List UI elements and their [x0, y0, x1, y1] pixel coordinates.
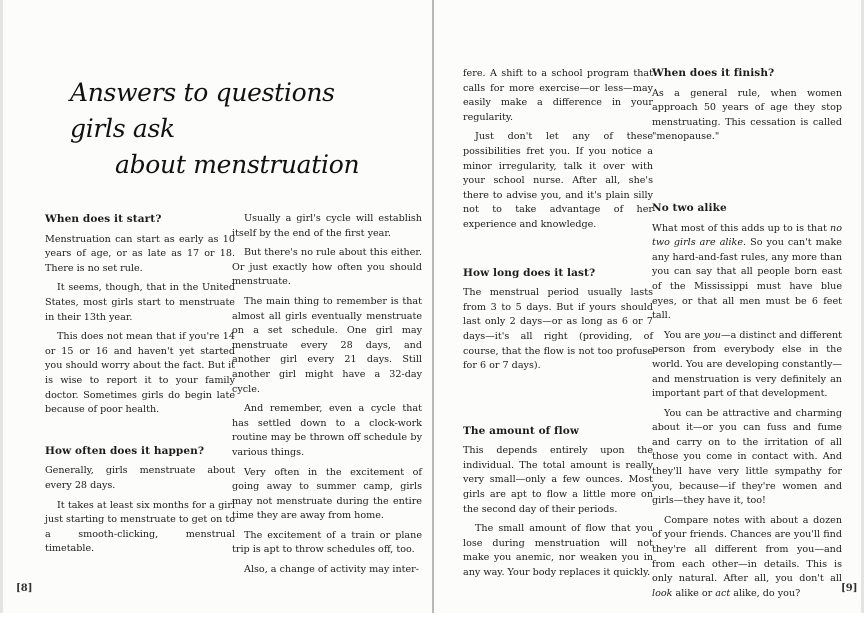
page-number-left: [8]	[16, 583, 33, 594]
title-line-1: Answers to questions girls ask	[70, 78, 335, 143]
column-3	[463, 67, 653, 603]
paragraph: Compare notes with about a dozen of your friends. Chances are you'll find they're all different from you—and from each other—in details. This is only natural. After all, you don't all look alike or act alike, do you?	[652, 514, 842, 599]
section-heading: How often does it happen?	[45, 444, 205, 457]
section-how-often	[45, 444, 235, 557]
paragraph: The menstrual period usually lasts from 3 to 5 days. But if yours should last only 2 days—or as long as 6 or 7 days—it's all right (providing, of course, that the flow is not too profuse for 6 or 7 days).	[463, 287, 653, 372]
paragraph: It takes at least six months for a girl just starting to menstruate to get on to a smooth-clicking, menstrual timetable.	[45, 499, 235, 555]
paragraph: It seems, though, that in the United States, most girls start to menstruate in their 13th year.	[45, 282, 235, 323]
paragraph: Generally, girls menstruate about every 28 days.	[45, 465, 235, 491]
paragraph: The main thing to remember is that almost all girls eventually menstruate on a set schedule. One girl may menstruate every 28 days, and another girl every 21 days. Still another girl might have a 32-day cycle.	[232, 295, 422, 395]
paragraph: The excitement of a train or plane trip is apt to throw schedules off, too.	[232, 529, 422, 556]
paragraph: The small amount of flow that you lose during menstruation will not make you anemic, nor weaken you in any way. Your body replaces it quickly.	[463, 523, 653, 579]
column-4	[652, 66, 842, 623]
section-heading: No two alike	[652, 201, 727, 214]
paragraph: You are you—a distinct and different person from everybody else in the world. You are developing constantly—and menstruation is very definitely an important part of that development.	[652, 329, 843, 400]
column-1	[45, 212, 235, 579]
paragraph: Menstruation can start as early as 10 years of age, or as late as 17 or 18. There is no set rule.	[45, 233, 235, 274]
section-amount-of-flow	[463, 424, 653, 581]
paragraph: And remember, even a cycle that has settled down to a clock-work routine may be thrown off schedule by various things.	[232, 403, 422, 458]
paragraph: As a general rule, when women approach 50 years of age they stop menstruating. This cessation is called "menopause."	[652, 87, 842, 143]
title-line-2: about menstruation	[115, 150, 360, 179]
paragraph: Just don't let any of these possibilities fret you. If you notice a minor irregularity, talk it over with your school nurse. After all, she's there to advise you, and it's plain silly not to take advantage of her experience and knowledge.	[463, 131, 653, 230]
section-heading: How long does it last?	[463, 266, 596, 279]
section-heading: When does it finish?	[652, 67, 775, 79]
paragraph: This depends entirely upon the individual. The total amount is really very small—only a few ounces. Most girls are apt to flow a little more on the second day of their periods.	[463, 445, 653, 515]
paragraph: You can be attractive and charming about it—or you can fuss and fume and carry on to the irritation of all those you come in contact with. And they'll have very little sympathy for you, because—if they're women and girls—they have it, too!	[652, 407, 842, 507]
section-heading: When does it start?	[45, 213, 162, 225]
paragraph: This does not mean that if you're 14 or 15 or 16 and haven't yet started you should worry about the fact. But it is wise to report it to your family doctor. Sometimes girls do begin late because of poor health.	[45, 331, 235, 416]
handwritten-title	[70, 75, 390, 183]
paragraph: Also, a change of activity may inter-	[244, 564, 419, 576]
section-no-two-alike	[652, 201, 842, 601]
book-gutter	[432, 0, 434, 613]
section-when-does-it-finish	[652, 66, 842, 145]
section-when-does-it-start	[45, 212, 235, 418]
paragraph: Very often in the excitement of going away to summer camp, girls may not menstruate during the entire time they are away from home.	[232, 466, 422, 522]
section-how-long	[463, 266, 653, 374]
paragraph: Usually a girl's cycle will establish itself by the end of the first year.	[232, 213, 422, 239]
section-heading: The amount of flow	[463, 424, 579, 437]
column-2	[232, 212, 422, 583]
page-number-right: [9]	[841, 583, 858, 594]
paragraph: But there's no rule about this either. Or just exactly how often you should menstruate.	[232, 247, 422, 288]
page-edge-left	[0, 0, 3, 613]
paragraph: fere. A shift to a school program that calls for more exercise—or less—may easily make a difference in your regularity.	[463, 68, 653, 123]
paragraph: What most of this adds up to is that no two girls are alike. So you can't make any hard-and-fast rules, any more than you can say that all people born east of the Mississippi must have blue eyes, or that all men must be 6 feet tall.	[652, 222, 842, 322]
